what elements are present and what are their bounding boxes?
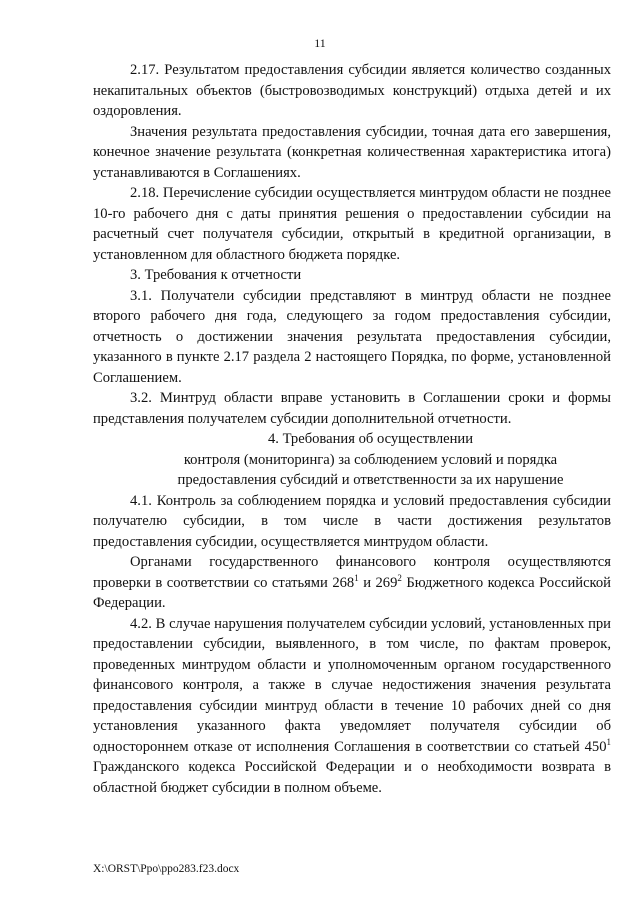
paragraph-3-1: 3.1. Получатели субсидии представляют в минтруд области не позднее второго рабочего дня года, следующего за годом предоставления субсидии, отчетность о достижении значения результата предоставления субсидии, указанного в пункте 2.17 раздела 2 настоящего Порядка, по форме, установленной Соглашением. [93, 287, 611, 386]
paragraph-2-17: 2.17. Результатом предоставления субсидии является количество созданных некапитальных объектов (быстровозводимых конструкций) отдыха детей и их оздоровления. [93, 62, 611, 119]
section-4-heading [93, 429, 611, 491]
document-body [93, 60, 611, 798]
section-4-heading-line-1: 4. Требования об осуществлении [267, 431, 474, 447]
paragraph-4-1-audit [93, 552, 611, 614]
paragraph-4-1-audit-text-2: и 269 [358, 574, 398, 591]
section-3-heading: 3. Требования к отчетности [130, 267, 302, 283]
paragraph-4-1-audit-text-1: Органами государственного финансового контроля осуществляются проверки в соответствии со статьями 268 [93, 554, 611, 591]
paragraph-4-1-audit-text-3: Бюджетного кодекса Российской Федерации. [93, 574, 611, 611]
page-number: 11 [314, 36, 326, 50]
file-path-footer: X:\ORST\Ppo\ppo283.f23.docx [93, 863, 240, 875]
section-4-heading-line-3: предоставления субсидий и ответственности за их нарушение [177, 472, 564, 488]
footnote-sup-268: 1 [354, 572, 359, 583]
paragraph-2-18: 2.18. Перечисление субсидии осуществляется минтрудом области не позднее 10-го рабочего дня с даты принятия решения о предоставлении субсидии на расчетный счет получателя субсидии, открытый в кредитной организации, в установленном для областного бюджета порядке. [93, 185, 611, 263]
footnote-sup-450: 1 [606, 736, 611, 747]
section-4-heading-line-2: контроля (мониторинга) за соблюдением условий и порядка [183, 451, 558, 468]
paragraph-4-1: 4.1. Контроль за соблюдением порядка и условий предоставления субсидии получателю субсидии, в том числе в части достижения результатов предоставления субсидии, осуществляется минтрудом области. [93, 492, 611, 550]
paragraph-4-2 [93, 614, 611, 799]
paragraph-4-2-text-1: 4.2. В случае нарушения получателем субсидии условий, установленных при предоставлении субсидии, выявленного, в том числе, по фактам проверок, проведенных минтрудом области и уполномоченным органом государственного финансового контроля, а также в случае недостижения значения результата предоставления субсидии минтруд области в течение 10 рабочих дней со дня установления указанного факта уведомляет получателя субсидии об одностороннем отказе от исполнения Соглашения в соответствии со статьей 450 [93, 615, 611, 755]
footnote-sup-269: 2 [397, 572, 402, 583]
paragraph-4-2-text-2: Гражданского кодекса Российской Федерации и о необходимости возврата в областной бюджет субсидии в полном объеме. [93, 759, 611, 796]
paragraph-3-2: 3.2. Минтруд области вправе установить в Соглашении сроки и формы представления получателем субсидии дополнительной отчетности. [93, 390, 611, 427]
paragraph-2-17-values: Значения результата предоставления субсидии, точная дата его завершения, конечное значение результата (конкретная количественная характеристика итога) устанавливаются в Соглашениях. [93, 123, 611, 181]
